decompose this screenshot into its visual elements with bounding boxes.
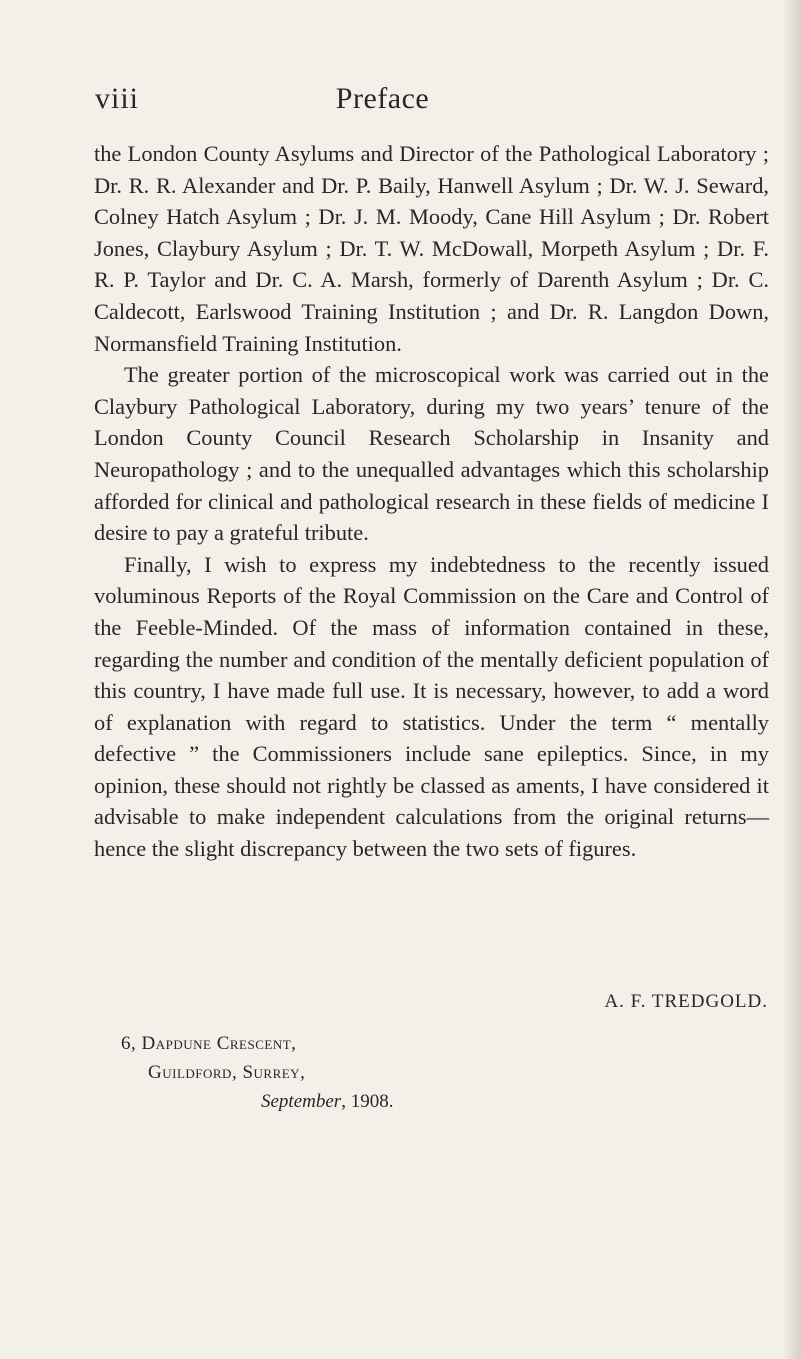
address-street: 6, Dapdune Crescent,: [121, 1033, 297, 1054]
body-text: [94, 138, 769, 865]
date-month: September: [261, 1091, 342, 1112]
page-edge-shadow: [783, 0, 801, 1359]
paragraph-finally: Finally, I wish to express my indebtedness to the recently issued voluminous Reports of the Royal Commission on the Care and Control of the Feeble-Minded. Of the mass of information contained in these, regarding the number and condition of the mentally deficient population of this country, I have made full use. It is necessary, however, to add a word of explanation with regard to statistics. Under the term “ mentally defective ” the Commissioners include sane epileptics. Since, in my opinion, these should not rightly be classed as aments, I have considered it advisable to make independent calculations from the original returns—hence the slight discrepancy between the two sets of figures.: [94, 551, 769, 862]
address-date: [261, 1087, 393, 1116]
paragraph-continued: the London County Asylums and Director of the Pathological Laboratory ; Dr. R. R. Alexander and Dr. P. Baily, Hanwell Asylum ; Dr. W. J. Seward, Colney Hatch Asylum ; Dr. J. M. Moody, Cane Hill Asylum ; Dr. Robert Jones, Claybury Asylum ; Dr. T. W. McDowall, Morpeth Asylum ; Dr. F. R. P. Taylor and Dr. C. A. Marsh, formerly of Darenth Asylum ; Dr. C. Caldecott, Earlswood Training Institution ; and Dr. R. Langdon Down, Normansfield Training Institution.: [94, 141, 769, 356]
author-address: [121, 1029, 393, 1116]
running-title: Preface: [335, 82, 430, 115]
author-signature: A. F. TREDGOLD.: [604, 991, 768, 1012]
page-header: [95, 82, 670, 122]
date-year: , 1908.: [341, 1091, 394, 1112]
page-number: viii: [95, 82, 140, 115]
paragraph-microscopical-work: The greater portion of the microscopical work was carried out in the Claybury Pathological Laboratory, during my two years’ tenure of the London County Council Research Scholarship in Insanity and Neuropathology ; and to the unequalled advantages which this scholarship afforded for clinical and pathological research in these fields of medicine I desire to pay a grateful tribute.: [94, 362, 769, 546]
address-town: Guildford, Surrey,: [148, 1062, 306, 1083]
